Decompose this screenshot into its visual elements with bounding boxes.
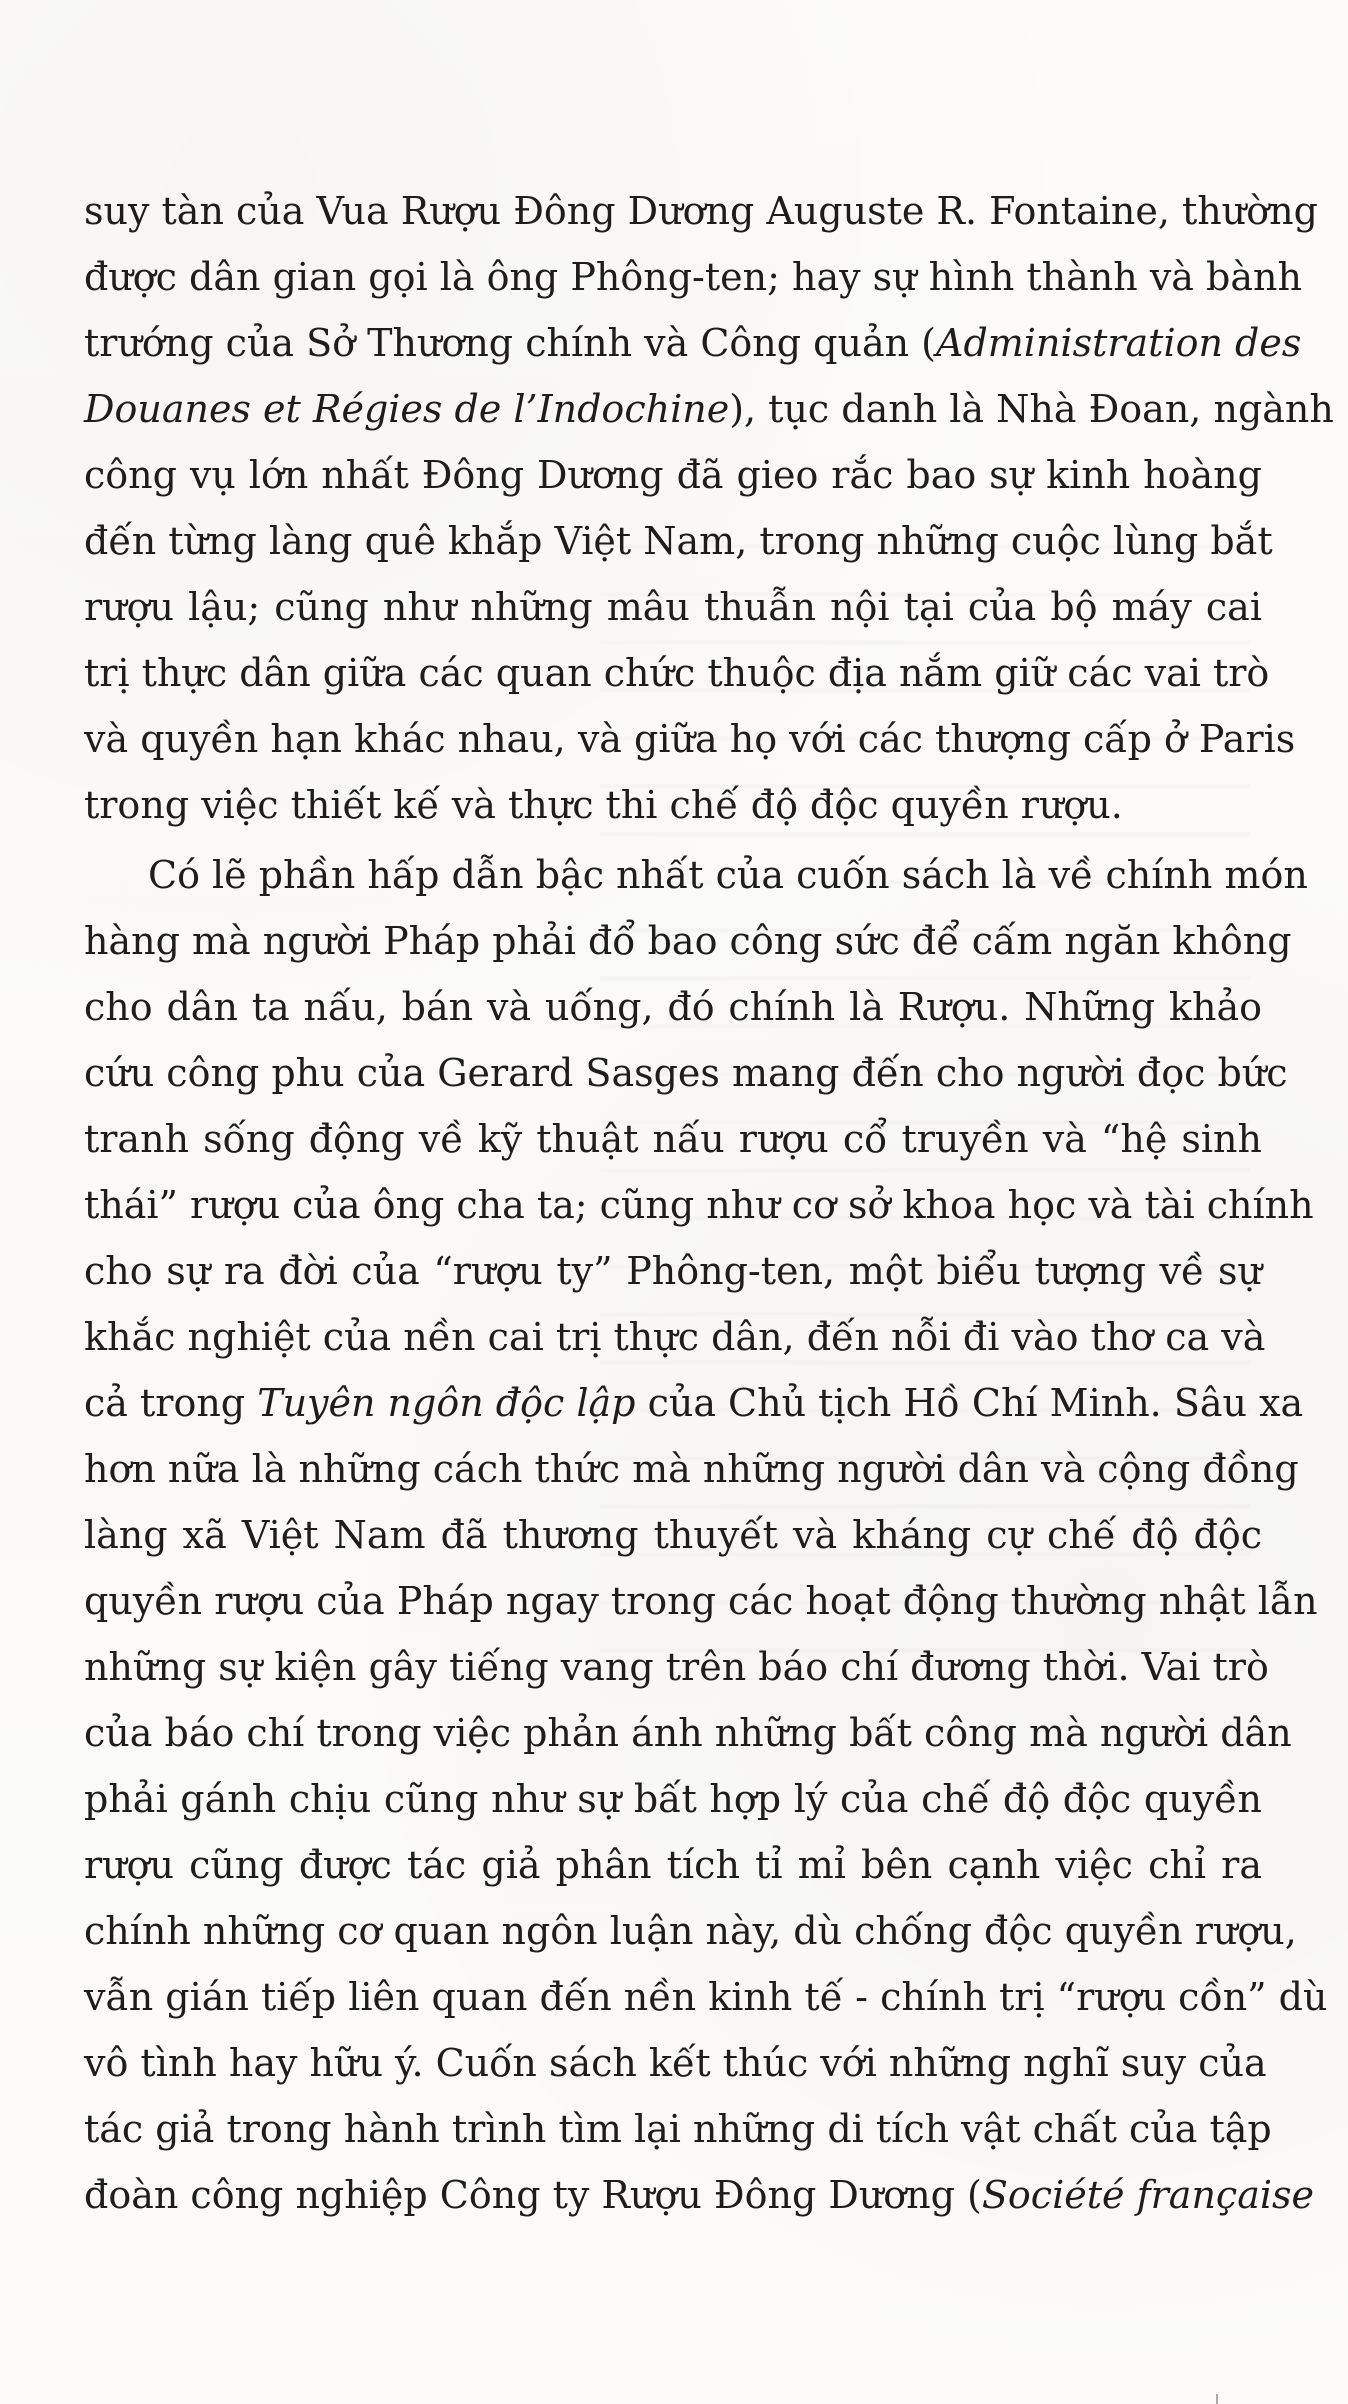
italic-text-segment: Douanes et Régies de l’Indochine xyxy=(84,387,730,431)
text-segment: chính những cơ quan ngôn luận này, dù chống độc quyền rượu, xyxy=(84,1909,1297,1953)
text-segment: hàng mà người Pháp phải đổ bao công sức để cấm ngăn không xyxy=(84,919,1292,963)
text-line xyxy=(84,1106,1262,1172)
body-text xyxy=(84,178,1334,2228)
text-segment: đến từng làng quê khắp Việt Nam, trong những cuộc lùng bắt xyxy=(84,519,1273,563)
text-line xyxy=(84,1766,1262,1832)
text-line xyxy=(84,1172,1314,1238)
text-line xyxy=(84,508,1273,574)
text-line xyxy=(84,2096,1272,2162)
text-line xyxy=(84,1568,1318,1634)
text-segment: trị thực dân giữa các quan chức thuộc địa nắm giữ các vai trò xyxy=(84,651,1270,695)
text-line xyxy=(84,376,1334,442)
text-line xyxy=(84,974,1262,1040)
text-segment: làng xã Việt Nam đã thương thuyết và kháng cự chế độ độc xyxy=(84,1513,1262,1557)
text-line xyxy=(84,1898,1297,1964)
text-line xyxy=(84,908,1292,974)
text-line xyxy=(84,2030,1267,2096)
text-segment: trướng của Sở Thương chính và Công quản ( xyxy=(84,321,936,365)
print-mark xyxy=(1216,2394,1218,2404)
text-segment: rượu cũng được tác giả phân tích tỉ mỉ bên cạnh việc chỉ ra xyxy=(84,1843,1262,1887)
text-line xyxy=(84,772,1262,838)
text-segment: được dân gian gọi là ông Phông-ten; hay sự hình thành và bành xyxy=(84,255,1302,299)
text-segment: thái” rượu của ông cha ta; cũng như cơ sở khoa học và tài chính xyxy=(84,1183,1314,1227)
text-line xyxy=(84,1304,1266,1370)
text-line xyxy=(84,706,1296,772)
text-segment: suy tàn của Vua Rượu Đông Dương Auguste R. Fontaine, thường xyxy=(84,189,1318,233)
text-line xyxy=(84,178,1318,244)
text-segment: quyền rượu của Pháp ngay trong các hoạt động thường nhật lẫn xyxy=(84,1579,1318,1623)
text-segment: vẫn gián tiếp liên quan đến nền kinh tế - chính trị “rượu cồn” dù xyxy=(84,1975,1328,2019)
text-segment: khắc nghiệt của nền cai trị thực dân, đến nỗi đi vào thơ ca và xyxy=(84,1315,1266,1359)
text-segment: đoàn công nghiệp Công ty Rượu Đông Dương ( xyxy=(84,2173,982,2217)
text-line xyxy=(84,1502,1262,1568)
text-segment: cho dân ta nấu, bán và uống, đó chính là Rượu. Những khảo xyxy=(84,985,1262,1029)
text-line xyxy=(84,1370,1304,1436)
text-line xyxy=(84,1832,1262,1898)
text-line xyxy=(84,842,1308,908)
text-line xyxy=(84,310,1302,376)
text-segment: cho sự ra đời của “rượu ty” Phông-ten, một biểu tượng về sự xyxy=(84,1249,1262,1293)
text-line xyxy=(84,574,1262,640)
italic-text-segment: Société française xyxy=(981,2173,1315,2217)
text-line xyxy=(84,1634,1269,1700)
text-line xyxy=(84,2162,1315,2228)
text-segment: ), tục danh là Nhà Đoan, ngành xyxy=(729,387,1334,431)
text-line xyxy=(84,640,1270,706)
text-line xyxy=(84,1040,1288,1106)
text-segment: phải gánh chịu cũng như sự bất hợp lý của chế độ độc quyền xyxy=(84,1777,1262,1821)
text-segment: rượu lậu; cũng như những mâu thuẫn nội tại của bộ máy cai xyxy=(84,585,1262,629)
italic-text-segment: Administration des xyxy=(936,321,1302,365)
text-line xyxy=(84,442,1262,508)
text-segment: cứu công phu của Gerard Sasges mang đến cho người đọc bức xyxy=(84,1051,1288,1095)
text-line xyxy=(84,1964,1328,2030)
text-segment: và quyền hạn khác nhau, và giữa họ với các thượng cấp ở Paris xyxy=(84,717,1296,761)
text-segment: của Chủ tịch Hồ Chí Minh. Sâu xa xyxy=(635,1381,1304,1425)
text-segment: tác giả trong hành trình tìm lại những di tích vật chất của tập xyxy=(84,2107,1272,2151)
text-segment: trong việc thiết kế và thực thi chế độ độc quyền rượu. xyxy=(84,783,1123,827)
text-line xyxy=(84,1436,1299,1502)
paragraph-2 xyxy=(84,842,1328,2228)
text-segment: công vụ lớn nhất Đông Dương đã gieo rắc bao sự kinh hoàng xyxy=(84,453,1262,497)
text-segment: những sự kiện gây tiếng vang trên báo chí đương thời. Vai trò xyxy=(84,1645,1269,1689)
text-segment: vô tình hay hữu ý. Cuốn sách kết thúc với những nghĩ suy của xyxy=(84,2041,1267,2085)
italic-text-segment: Tuyên ngôn độc lập xyxy=(257,1381,636,1425)
text-segment: của báo chí trong việc phản ánh những bất công mà người dân xyxy=(84,1711,1292,1755)
text-line xyxy=(84,1700,1292,1766)
paragraph-1 xyxy=(84,178,1334,838)
text-line xyxy=(84,1238,1262,1304)
text-segment: Có lẽ phần hấp dẫn bậc nhất của cuốn sách là về chính món xyxy=(148,853,1308,897)
text-segment: tranh sống động về kỹ thuật nấu rượu cổ truyền và “hệ sinh xyxy=(84,1117,1262,1161)
text-segment: cả trong xyxy=(84,1381,258,1425)
text-line xyxy=(84,244,1302,310)
text-segment: hơn nữa là những cách thức mà những người dân và cộng đồng xyxy=(84,1447,1299,1491)
